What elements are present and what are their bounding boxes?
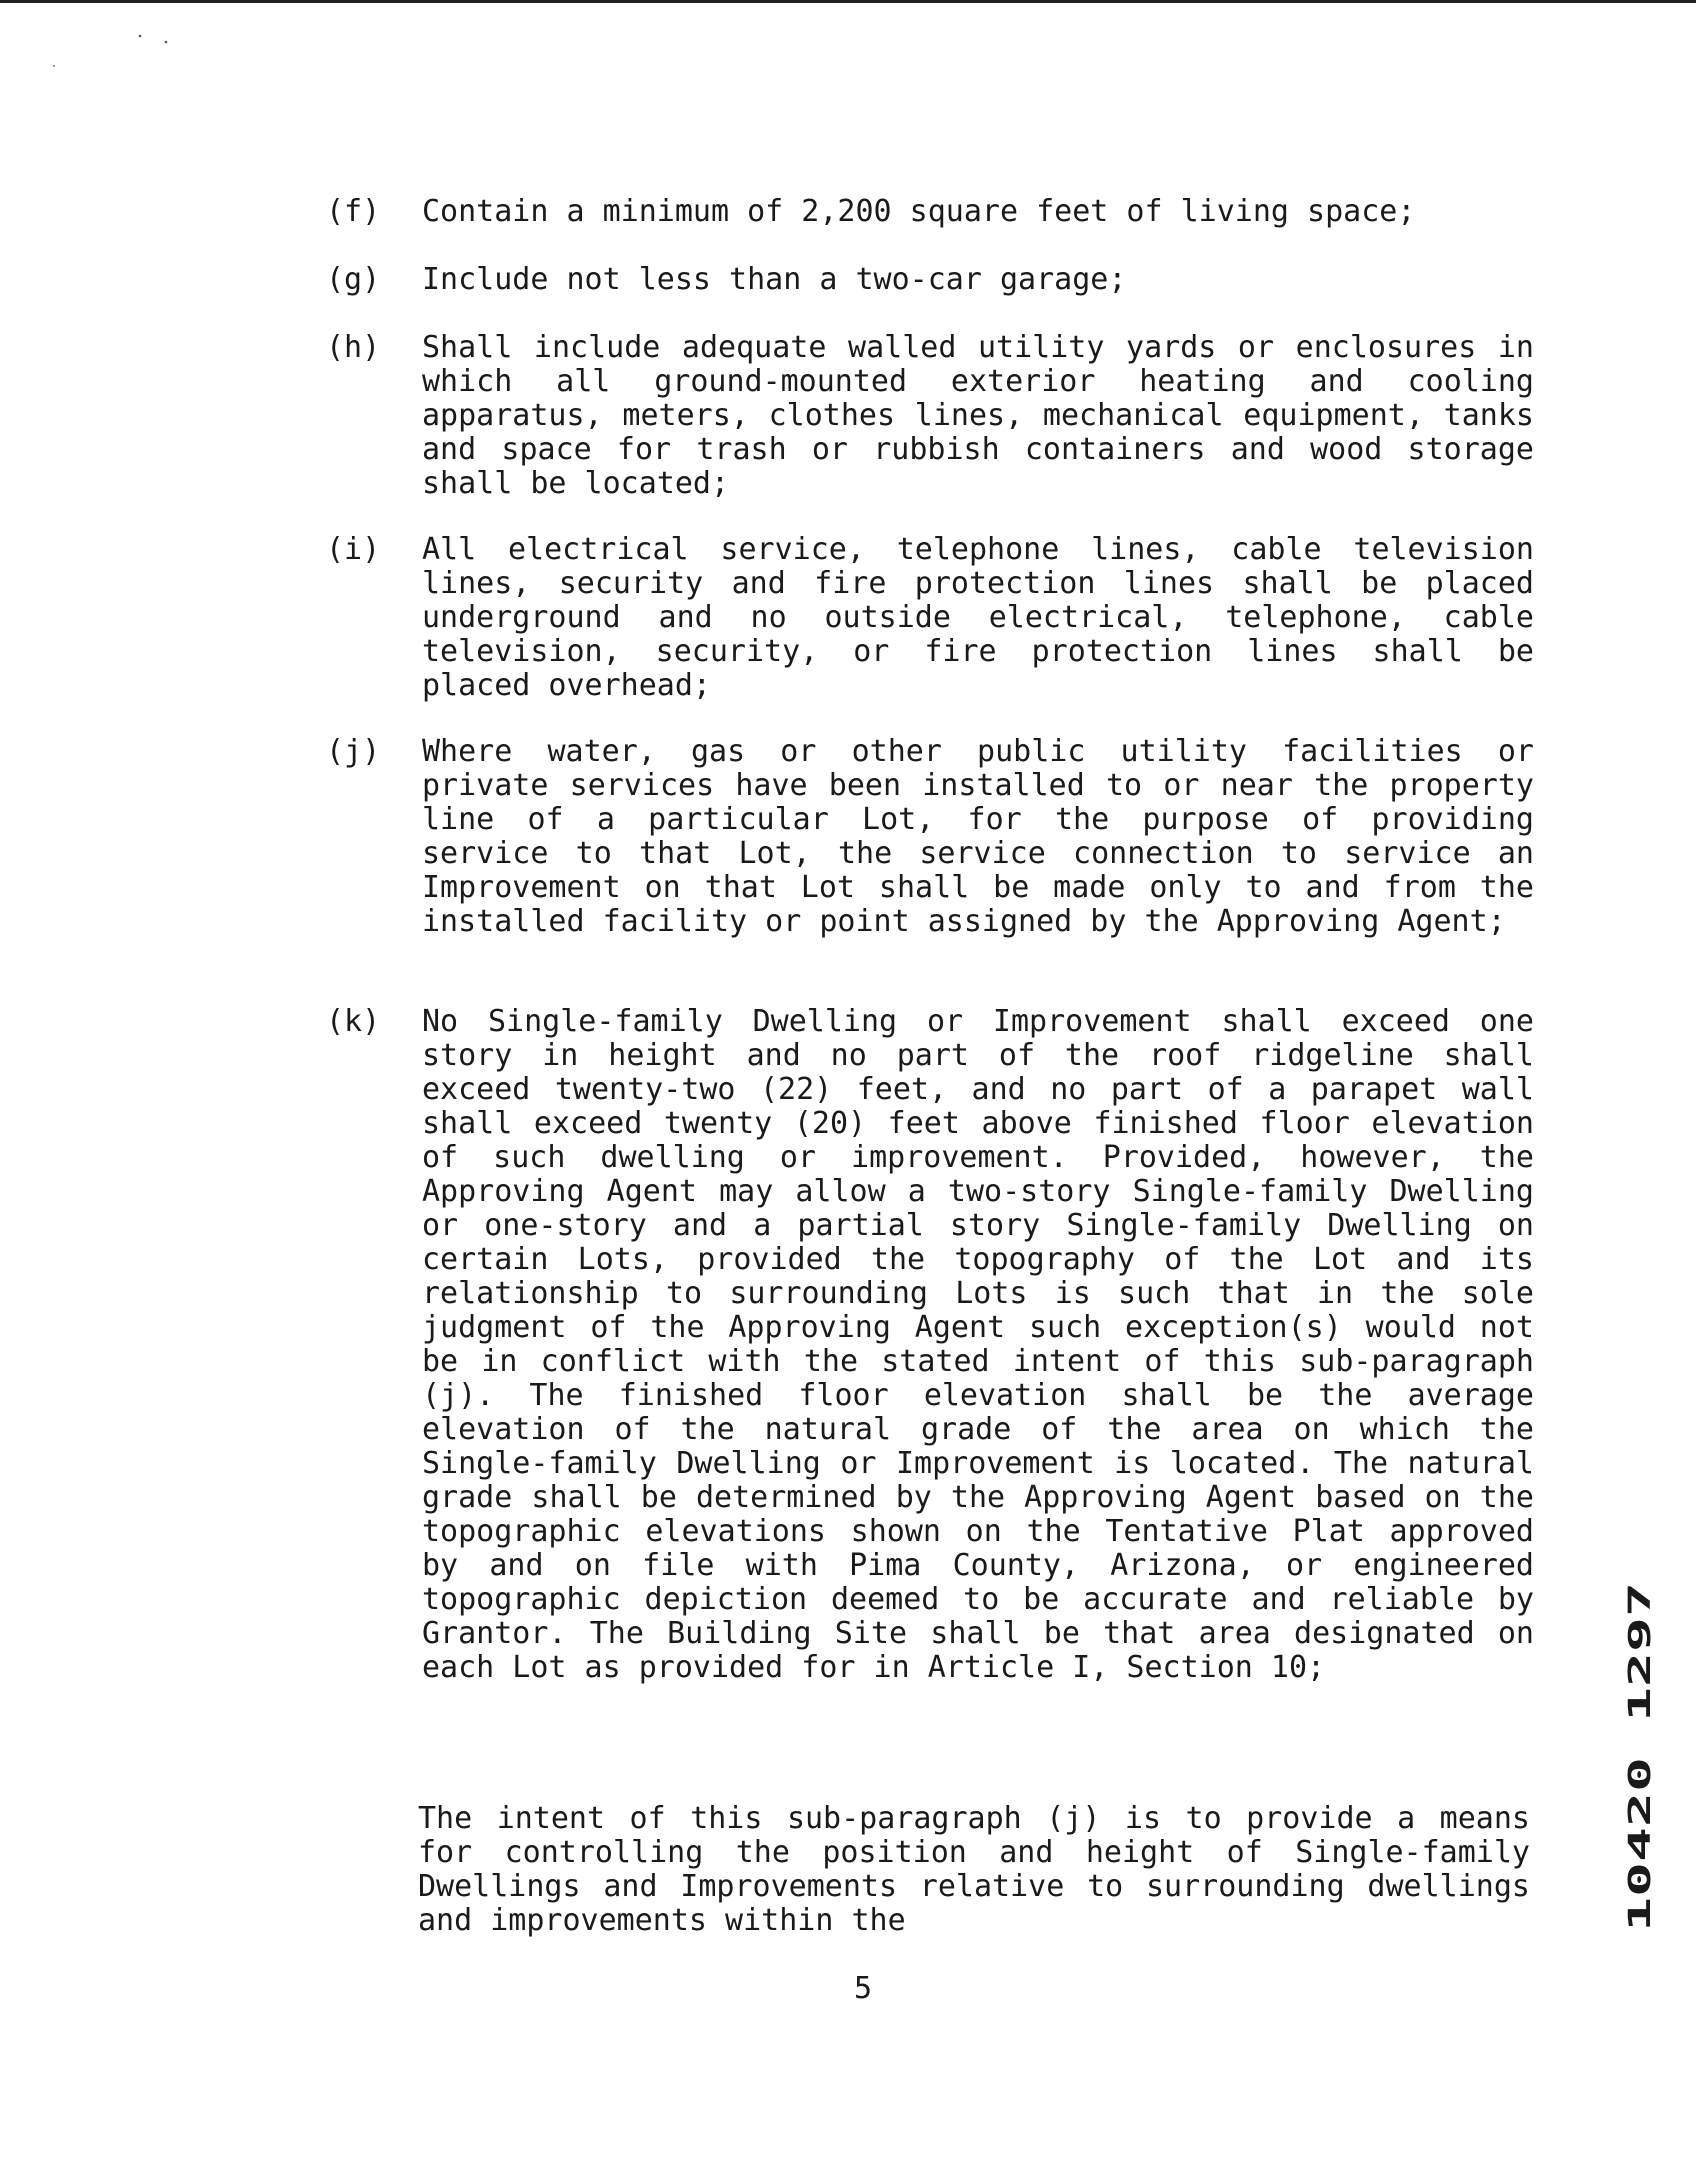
recording-stamp <box>1622 1572 1662 1932</box>
page-number: 5 <box>853 1971 873 2006</box>
item-label: (i) <box>326 532 381 567</box>
item-text: Where water, gas or other public utility facilities or private services have been installed to or near the property line of a particular Lot, for the purpose of providing service to that Lot, the service connection to service an Improvement on that Lot shall be made only to and from the installed facility or point assigned by the Approving Agent; <box>422 734 1534 939</box>
scan-top-edge <box>0 0 1696 3</box>
item-label: (g) <box>326 262 381 297</box>
item-text: No Single-family Dwelling or Improvement shall exceed one story in height and no part of the roof ridgeline shall exceed twenty-two (22) feet, and no part of a parapet wall shall exceed twenty (20) feet above finished floor elevation of such dwelling or improvement. Provided, however, the Approving Agent may allow a two-story Single-family Dwelling or one-story and a partial story Single-family Dwelling on certain Lots, provided the topography of the Lot and its relationship to surrounding Lots is such that in the sole judgment of the Approving Agent such exception(s) would not be in conflict with the stated intent of this sub-paragraph (j). The finished floor elevation shall be the average elevation of the natural grade of the area on which the Single-family Dwelling or Improvement is located. The natural grade shall be determined by the Approving Agent based on the topographic elevations shown on the Tentative Plat approved by and on file with Pima County, Arizona, or engineered topographic depiction deemed to be accurate and reliable by Grantor. The Building Site shall be that area designated on each Lot as provided for in Article I, Section 10; <box>422 1004 1534 1685</box>
item-text: Include not less than a two-car garage; <box>422 262 1127 297</box>
recording-stamp-text: 10420 1297 <box>1623 1751 1658 1932</box>
item-label: (f) <box>326 194 381 229</box>
item-text: All electrical service, telephone lines, cable television lines, security and fire protection lines shall be placed underground and no outside electrical, telephone, cable television, security, or fire protection lines shall be placed overhead; <box>422 532 1534 703</box>
item-text: Shall include adequate walled utility yards or enclosures in which all ground-mounted exterior heating and cooling apparatus, meters, clothes lines, mechanical equipment, tanks and space for trash or rubbish containers and wood storage shall be located; <box>422 330 1534 501</box>
item-label: (j) <box>326 734 381 769</box>
intent-paragraph: The intent of this sub-paragraph (j) is to provide a means for controlling the position and height of Single-family Dwellings and Improvements relative to surrounding dwellings and improvements within the <box>418 1801 1530 1938</box>
item-label: (k) <box>326 1004 381 1039</box>
scan-specks <box>50 30 190 80</box>
item-text: Contain a minimum of 2,200 square feet of living space; <box>422 194 1416 229</box>
item-label: (h) <box>326 330 381 365</box>
